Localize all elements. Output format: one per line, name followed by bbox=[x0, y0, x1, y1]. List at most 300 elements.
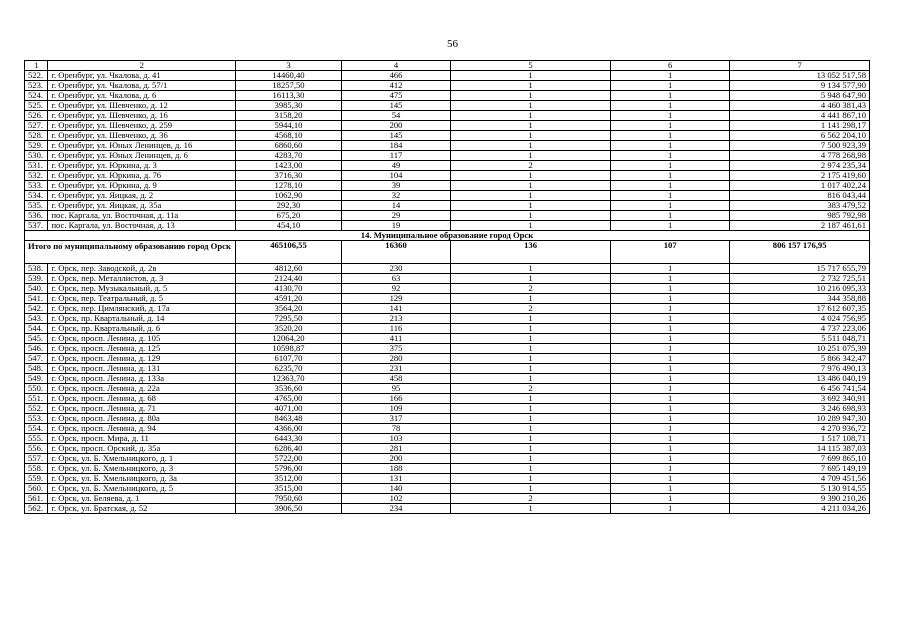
row-number: 545. bbox=[25, 334, 48, 344]
area-cell: 4071,00 bbox=[235, 404, 341, 414]
col6-cell: 1 bbox=[611, 394, 730, 404]
address-cell: г. Оренбург, ул. Чкалова, д. 6 bbox=[48, 91, 236, 101]
cost-cell: 10 289 947,30 bbox=[730, 414, 870, 424]
col5-cell: 1 bbox=[451, 404, 611, 414]
address-cell: г. Орск, ул. Б. Хмельницкого, д. 1 bbox=[48, 454, 236, 464]
row-number: 541. bbox=[25, 294, 48, 304]
col6-cell: 1 bbox=[611, 141, 730, 151]
col6-cell: 1 bbox=[611, 161, 730, 171]
area-cell: 3512,00 bbox=[235, 474, 341, 484]
cost-cell: 5 511 048,71 bbox=[730, 334, 870, 344]
residents-cell: 129 bbox=[341, 294, 450, 304]
col5-cell: 1 bbox=[451, 314, 611, 324]
col5-cell: 1 bbox=[451, 131, 611, 141]
row-number: 540. bbox=[25, 284, 48, 294]
column-header: 5 bbox=[451, 61, 611, 71]
residents-cell: 145 bbox=[341, 131, 450, 141]
col6-cell: 1 bbox=[611, 384, 730, 394]
col6-cell: 1 bbox=[611, 364, 730, 374]
residents-cell: 109 bbox=[341, 404, 450, 414]
col6-cell: 1 bbox=[611, 314, 730, 324]
table-row bbox=[25, 364, 870, 374]
area-cell: 3985,30 bbox=[235, 101, 341, 111]
area-cell: 6286,40 bbox=[235, 444, 341, 454]
residents-cell: 78 bbox=[341, 424, 450, 434]
col6-cell: 1 bbox=[611, 444, 730, 454]
table-row bbox=[25, 81, 870, 91]
area-cell: 6860,60 bbox=[235, 141, 341, 151]
total-col5: 136 bbox=[451, 241, 611, 264]
area-cell: 3520,20 bbox=[235, 324, 341, 334]
address-cell: г. Орск, просп. Ленина, д. 94 bbox=[48, 424, 236, 434]
address-cell: г. Оренбург, ул. Яицкая, д. 35а bbox=[48, 201, 236, 211]
col6-cell: 1 bbox=[611, 91, 730, 101]
address-cell: г. Орск, просп. Ленина, д. 131 bbox=[48, 364, 236, 374]
cost-cell: 13 052 517,58 bbox=[730, 71, 870, 81]
table-row bbox=[25, 91, 870, 101]
area-cell: 1278,10 bbox=[235, 181, 341, 191]
area-cell: 6443,30 bbox=[235, 434, 341, 444]
cost-cell: 3 692 340,91 bbox=[730, 394, 870, 404]
table-row bbox=[25, 464, 870, 474]
row-number: 558. bbox=[25, 464, 48, 474]
col5-cell: 1 bbox=[451, 191, 611, 201]
residents-cell: 29 bbox=[341, 211, 450, 221]
cost-cell: 7 976 490,13 bbox=[730, 364, 870, 374]
table-row bbox=[25, 71, 870, 81]
col5-cell: 1 bbox=[451, 374, 611, 384]
residents-cell: 375 bbox=[341, 344, 450, 354]
cost-cell: 14 115 387,03 bbox=[730, 444, 870, 454]
cost-cell: 2 974 235,34 bbox=[730, 161, 870, 171]
table-row bbox=[25, 274, 870, 284]
table-row bbox=[25, 284, 870, 294]
col5-cell: 1 bbox=[451, 364, 611, 374]
cost-cell: 2 732 725,51 bbox=[730, 274, 870, 284]
residents-cell: 412 bbox=[341, 81, 450, 91]
table-row bbox=[25, 191, 870, 201]
table-row bbox=[25, 414, 870, 424]
residents-cell: 54 bbox=[341, 111, 450, 121]
row-number: 538. bbox=[25, 264, 48, 274]
address-cell: г. Орск, просп. Ленина, д. 105 bbox=[48, 334, 236, 344]
row-number: 531. bbox=[25, 161, 48, 171]
col6-cell: 1 bbox=[611, 191, 730, 201]
area-cell: 3564,20 bbox=[235, 304, 341, 314]
cost-cell: 2 175 419,60 bbox=[730, 171, 870, 181]
address-cell: г. Орск, просп. Ленина, д. 22а bbox=[48, 384, 236, 394]
area-cell: 1062,90 bbox=[235, 191, 341, 201]
column-header: 7 bbox=[730, 61, 870, 71]
column-header: 4 bbox=[341, 61, 450, 71]
cost-cell: 7 699 865,10 bbox=[730, 454, 870, 464]
col5-cell: 1 bbox=[451, 464, 611, 474]
cost-cell: 10 251 075,39 bbox=[730, 344, 870, 354]
area-cell: 1423,00 bbox=[235, 161, 341, 171]
area-cell: 4283,70 bbox=[235, 151, 341, 161]
col5-cell: 1 bbox=[451, 354, 611, 364]
cost-cell: 6 456 741,54 bbox=[730, 384, 870, 394]
col6-cell: 1 bbox=[611, 101, 730, 111]
row-number: 523. bbox=[25, 81, 48, 91]
col5-cell: 1 bbox=[451, 81, 611, 91]
cost-cell: 4 441 867,10 bbox=[730, 111, 870, 121]
row-number: 548. bbox=[25, 364, 48, 374]
col6-cell: 1 bbox=[611, 414, 730, 424]
table-row bbox=[25, 374, 870, 384]
col5-cell: 1 bbox=[451, 474, 611, 484]
table-row bbox=[25, 434, 870, 444]
address-cell: г. Оренбург, ул. Шевченко, д. 12 bbox=[48, 101, 236, 111]
residents-cell: 281 bbox=[341, 444, 450, 454]
residents-cell: 103 bbox=[341, 434, 450, 444]
residents-cell: 145 bbox=[341, 101, 450, 111]
address-cell: г. Орск, пер. Металлистов, д. 3 bbox=[48, 274, 236, 284]
cost-cell: 4 737 223,06 bbox=[730, 324, 870, 334]
row-number: 528. bbox=[25, 131, 48, 141]
col5-cell: 1 bbox=[451, 414, 611, 424]
cost-cell: 344 358,88 bbox=[730, 294, 870, 304]
area-cell: 4591,20 bbox=[235, 294, 341, 304]
area-cell: 12363,70 bbox=[235, 374, 341, 384]
cost-cell: 4 709 451,56 bbox=[730, 474, 870, 484]
residents-cell: 104 bbox=[341, 171, 450, 181]
cost-cell: 4 778 268,98 bbox=[730, 151, 870, 161]
column-header: 2 bbox=[48, 61, 236, 71]
area-cell: 4130,70 bbox=[235, 284, 341, 294]
col6-cell: 1 bbox=[611, 424, 730, 434]
address-cell: г. Оренбург, ул. Юркина, д. 3 bbox=[48, 161, 236, 171]
residents-cell: 141 bbox=[341, 304, 450, 314]
row-number: 524. bbox=[25, 91, 48, 101]
table-row bbox=[25, 384, 870, 394]
section-block bbox=[25, 231, 870, 264]
row-number: 543. bbox=[25, 314, 48, 324]
row-number: 557. bbox=[25, 454, 48, 464]
col5-cell: 1 bbox=[451, 111, 611, 121]
area-cell: 5722,00 bbox=[235, 454, 341, 464]
table-row bbox=[25, 454, 870, 464]
col6-cell: 1 bbox=[611, 221, 730, 231]
row-number: 537. bbox=[25, 221, 48, 231]
table-row bbox=[25, 171, 870, 181]
col5-cell: 1 bbox=[451, 444, 611, 454]
row-number: 555. bbox=[25, 434, 48, 444]
address-cell: г. Орск, просп. Мира, д. 11 bbox=[48, 434, 236, 444]
cost-cell: 17 612 607,35 bbox=[730, 304, 870, 314]
col6-cell: 1 bbox=[611, 324, 730, 334]
address-cell: г. Орск, пер. Заводской, д. 2в bbox=[48, 264, 236, 274]
col5-cell: 1 bbox=[451, 504, 611, 514]
residents-cell: 49 bbox=[341, 161, 450, 171]
area-cell: 5944,10 bbox=[235, 121, 341, 131]
table-row bbox=[25, 354, 870, 364]
col6-cell: 1 bbox=[611, 484, 730, 494]
area-cell: 5796,00 bbox=[235, 464, 341, 474]
area-cell: 675,20 bbox=[235, 211, 341, 221]
col5-cell: 2 bbox=[451, 284, 611, 294]
col5-cell: 1 bbox=[451, 91, 611, 101]
total-col6: 107 bbox=[611, 241, 730, 264]
col6-cell: 1 bbox=[611, 334, 730, 344]
area-cell: 14460,40 bbox=[235, 71, 341, 81]
col6-cell: 1 bbox=[611, 344, 730, 354]
address-cell: г. Оренбург, ул. Яицкая, д. 2 bbox=[48, 191, 236, 201]
address-cell: г. Орск, пер. Театральный, д. 5 bbox=[48, 294, 236, 304]
total-label: Итого по муниципальному образованию город Орск bbox=[25, 241, 236, 264]
residents-cell: 117 bbox=[341, 151, 450, 161]
row-number: 539. bbox=[25, 274, 48, 284]
table-row bbox=[25, 504, 870, 514]
residents-cell: 19 bbox=[341, 221, 450, 231]
col5-cell: 1 bbox=[451, 434, 611, 444]
cost-cell: 3 246 698,93 bbox=[730, 404, 870, 414]
residents-cell: 32 bbox=[341, 191, 450, 201]
area-cell: 3515,00 bbox=[235, 484, 341, 494]
area-cell: 4812,60 bbox=[235, 264, 341, 274]
col6-cell: 1 bbox=[611, 284, 730, 294]
residents-cell: 63 bbox=[341, 274, 450, 284]
col6-cell: 1 bbox=[611, 171, 730, 181]
col5-cell: 2 bbox=[451, 384, 611, 394]
col6-cell: 1 bbox=[611, 111, 730, 121]
col6-cell: 1 bbox=[611, 474, 730, 484]
area-cell: 3536,60 bbox=[235, 384, 341, 394]
row-number: 547. bbox=[25, 354, 48, 364]
cost-cell: 15 717 655,79 bbox=[730, 264, 870, 274]
cost-cell: 1 141 298,17 bbox=[730, 121, 870, 131]
col6-cell: 1 bbox=[611, 504, 730, 514]
table-row bbox=[25, 161, 870, 171]
row-number: 527. bbox=[25, 121, 48, 131]
total-cost: 806 157 176,95 bbox=[730, 241, 870, 264]
address-cell: пос. Каргала, ул. Восточная, д. 13 bbox=[48, 221, 236, 231]
area-cell: 4765,00 bbox=[235, 394, 341, 404]
address-cell: г. Орск, просп. Ленина, д. 133а bbox=[48, 374, 236, 384]
col6-cell: 1 bbox=[611, 264, 730, 274]
area-cell: 8463,48 bbox=[235, 414, 341, 424]
col5-cell: 1 bbox=[451, 324, 611, 334]
address-cell: г. Орск, ул. Беляева, д. 1 bbox=[48, 494, 236, 504]
residents-cell: 213 bbox=[341, 314, 450, 324]
column-header-row bbox=[25, 61, 870, 71]
col5-cell: 1 bbox=[451, 334, 611, 344]
table-row bbox=[25, 324, 870, 334]
area-cell: 12064,20 bbox=[235, 334, 341, 344]
address-cell: г. Орск, пр. Квартальный, д. 6 bbox=[48, 324, 236, 334]
residents-cell: 140 bbox=[341, 484, 450, 494]
cost-cell: 4 024 756,95 bbox=[730, 314, 870, 324]
address-cell: г. Орск, ул. Б. Хмельницкого, д. 3 bbox=[48, 464, 236, 474]
table-row bbox=[25, 494, 870, 504]
residents-cell: 39 bbox=[341, 181, 450, 191]
table-body-bottom bbox=[25, 264, 870, 514]
residents-cell: 411 bbox=[341, 334, 450, 344]
address-cell: г. Орск, пер. Музыкальный, д. 5 bbox=[48, 284, 236, 294]
table-row bbox=[25, 181, 870, 191]
col5-cell: 1 bbox=[451, 394, 611, 404]
cost-cell: 4 211 034,26 bbox=[730, 504, 870, 514]
address-cell: г. Орск, просп. Ленина, д. 71 bbox=[48, 404, 236, 414]
cost-cell: 1 017 402,24 bbox=[730, 181, 870, 191]
residents-cell: 188 bbox=[341, 464, 450, 474]
residents-cell: 200 bbox=[341, 121, 450, 131]
address-cell: г. Орск, просп. Ленина, д. 129 bbox=[48, 354, 236, 364]
area-cell: 292,30 bbox=[235, 201, 341, 211]
row-number: 526. bbox=[25, 111, 48, 121]
cost-cell: 2 187 461,61 bbox=[730, 221, 870, 231]
residents-cell: 458 bbox=[341, 374, 450, 384]
cost-cell: 6 562 204,10 bbox=[730, 131, 870, 141]
section-title: 14. Муниципальное образование город Орск bbox=[25, 231, 870, 241]
area-cell: 6235,70 bbox=[235, 364, 341, 374]
address-cell: г. Орск, просп. Ленина, д. 68 bbox=[48, 394, 236, 404]
row-number: 556. bbox=[25, 444, 48, 454]
col5-cell: 2 bbox=[451, 494, 611, 504]
row-number: 525. bbox=[25, 101, 48, 111]
table-row bbox=[25, 304, 870, 314]
section-row bbox=[25, 231, 870, 241]
col5-cell: 1 bbox=[451, 274, 611, 284]
column-header: 1 bbox=[25, 61, 48, 71]
address-cell: г. Оренбург, ул. Шевченко, д. 259 bbox=[48, 121, 236, 131]
col5-cell: 2 bbox=[451, 304, 611, 314]
table-row bbox=[25, 294, 870, 304]
col6-cell: 1 bbox=[611, 374, 730, 384]
address-cell: г. Орск, ул. Б. Хмельницкого, д. 3а bbox=[48, 474, 236, 484]
row-number: 560. bbox=[25, 484, 48, 494]
col5-cell: 1 bbox=[451, 201, 611, 211]
row-number: 542. bbox=[25, 304, 48, 314]
col6-cell: 1 bbox=[611, 304, 730, 314]
residents-cell: 200 bbox=[341, 454, 450, 464]
table-row bbox=[25, 264, 870, 274]
address-cell: г. Оренбург, ул. Чкалова, д. 57/1 bbox=[48, 81, 236, 91]
residents-cell: 184 bbox=[341, 141, 450, 151]
address-cell: г. Орск, ул. Братская, д. 52 bbox=[48, 504, 236, 514]
address-cell: г. Оренбург, ул. Юркина, д. 9 bbox=[48, 181, 236, 191]
area-cell: 3716,30 bbox=[235, 171, 341, 181]
cost-cell: 7 500 923,39 bbox=[730, 141, 870, 151]
table-row bbox=[25, 101, 870, 111]
col5-cell: 1 bbox=[451, 344, 611, 354]
row-number: 559. bbox=[25, 474, 48, 484]
column-header: 3 bbox=[235, 61, 341, 71]
housing-table bbox=[24, 60, 870, 514]
table-row bbox=[25, 111, 870, 121]
cost-cell: 5 866 342,47 bbox=[730, 354, 870, 364]
table-row bbox=[25, 151, 870, 161]
table-row bbox=[25, 484, 870, 494]
area-cell: 16113,30 bbox=[235, 91, 341, 101]
row-number: 562. bbox=[25, 504, 48, 514]
total-area: 465106,55 bbox=[235, 241, 341, 264]
row-number: 534. bbox=[25, 191, 48, 201]
col5-cell: 1 bbox=[451, 294, 611, 304]
table-row bbox=[25, 121, 870, 131]
col6-cell: 1 bbox=[611, 454, 730, 464]
col5-cell: 1 bbox=[451, 424, 611, 434]
total-row bbox=[25, 241, 870, 264]
address-cell: г. Орск, ул. Б. Хмельницкого, д. 5 bbox=[48, 484, 236, 494]
row-number: 546. bbox=[25, 344, 48, 354]
table-row bbox=[25, 394, 870, 404]
residents-cell: 14 bbox=[341, 201, 450, 211]
row-number: 544. bbox=[25, 324, 48, 334]
table-row bbox=[25, 424, 870, 434]
address-cell: г. Оренбург, ул. Чкалова, д. 41 bbox=[48, 71, 236, 81]
table-row bbox=[25, 474, 870, 484]
table-row bbox=[25, 201, 870, 211]
residents-cell: 231 bbox=[341, 364, 450, 374]
residents-cell: 317 bbox=[341, 414, 450, 424]
area-cell: 3158,20 bbox=[235, 111, 341, 121]
row-number: 532. bbox=[25, 171, 48, 181]
table-row bbox=[25, 221, 870, 231]
area-cell: 6107,70 bbox=[235, 354, 341, 364]
col5-cell: 1 bbox=[451, 264, 611, 274]
residents-cell: 131 bbox=[341, 474, 450, 484]
table-row bbox=[25, 344, 870, 354]
col6-cell: 1 bbox=[611, 71, 730, 81]
col5-cell: 2 bbox=[451, 161, 611, 171]
col5-cell: 1 bbox=[451, 484, 611, 494]
residents-cell: 92 bbox=[341, 284, 450, 294]
residents-cell: 166 bbox=[341, 394, 450, 404]
page-number: 56 bbox=[447, 38, 458, 50]
col5-cell: 1 bbox=[451, 121, 611, 131]
residents-cell: 102 bbox=[341, 494, 450, 504]
row-number: 535. bbox=[25, 201, 48, 211]
col6-cell: 1 bbox=[611, 151, 730, 161]
address-cell: пос. Каргала, ул. Восточная, д. 11а bbox=[48, 211, 236, 221]
residents-cell: 230 bbox=[341, 264, 450, 274]
cost-cell: 816 043,44 bbox=[730, 191, 870, 201]
address-cell: г. Оренбург, ул. Шевченко, д. 16 bbox=[48, 111, 236, 121]
area-cell: 454,10 bbox=[235, 221, 341, 231]
row-number: 522. bbox=[25, 71, 48, 81]
col6-cell: 1 bbox=[611, 131, 730, 141]
cost-cell: 383 479,52 bbox=[730, 201, 870, 211]
table-row bbox=[25, 404, 870, 414]
area-cell: 4366,00 bbox=[235, 424, 341, 434]
cost-cell: 1 517 108,71 bbox=[730, 434, 870, 444]
col6-cell: 1 bbox=[611, 81, 730, 91]
row-number: 536. bbox=[25, 211, 48, 221]
row-number: 561. bbox=[25, 494, 48, 504]
row-number: 549. bbox=[25, 374, 48, 384]
table-row bbox=[25, 211, 870, 221]
col6-cell: 1 bbox=[611, 354, 730, 364]
area-cell: 2124,40 bbox=[235, 274, 341, 284]
column-header: 6 bbox=[611, 61, 730, 71]
address-cell: г. Оренбург, ул. Юных Ленинцев, д. 16 bbox=[48, 141, 236, 151]
area-cell: 10598,87 bbox=[235, 344, 341, 354]
col6-cell: 1 bbox=[611, 434, 730, 444]
residents-cell: 116 bbox=[341, 324, 450, 334]
residents-cell: 234 bbox=[341, 504, 450, 514]
col6-cell: 1 bbox=[611, 404, 730, 414]
row-number: 554. bbox=[25, 424, 48, 434]
row-number: 530. bbox=[25, 151, 48, 161]
address-cell: г. Орск, просп. Ленина, д. 125 bbox=[48, 344, 236, 354]
col5-cell: 1 bbox=[451, 171, 611, 181]
area-cell: 7295,50 bbox=[235, 314, 341, 324]
row-number: 551. bbox=[25, 394, 48, 404]
address-cell: г. Орск, пер. Цимлянский, д. 17а bbox=[48, 304, 236, 314]
col5-cell: 1 bbox=[451, 71, 611, 81]
cost-cell: 10 216 095,33 bbox=[730, 284, 870, 294]
